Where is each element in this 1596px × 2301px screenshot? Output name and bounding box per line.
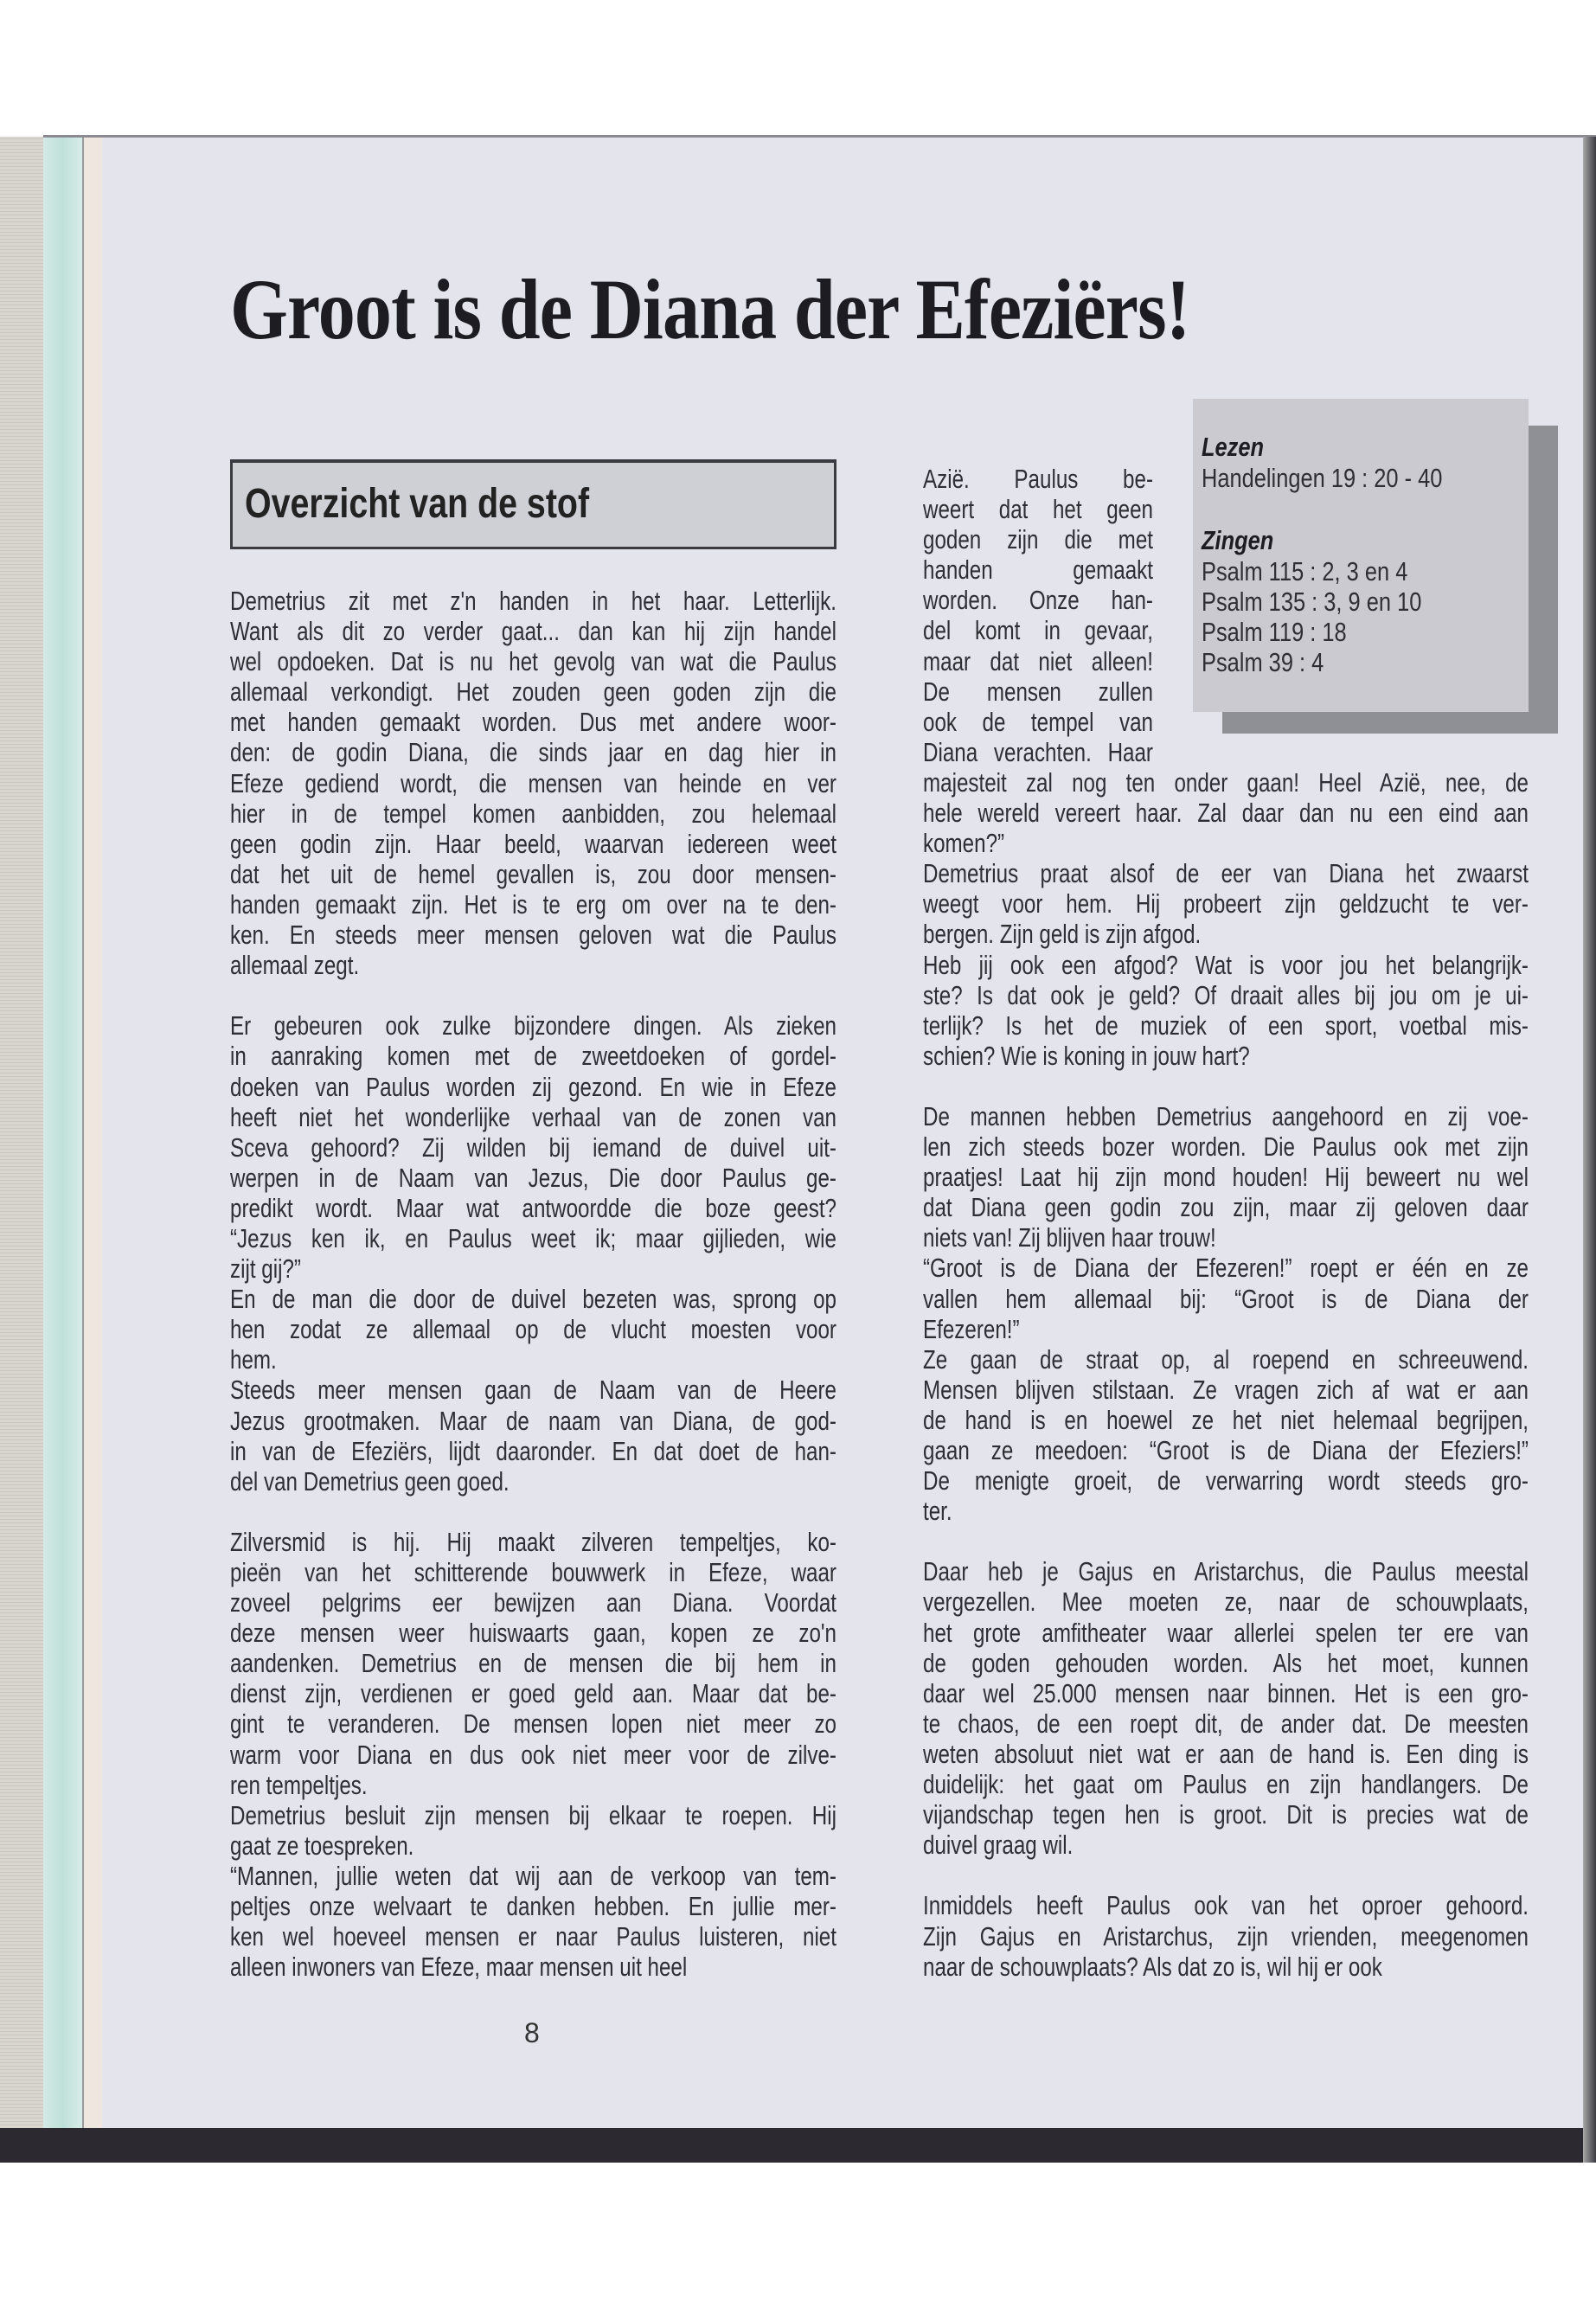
text-line: heeft niet het wonderlijke verhaal van de zonen van (230, 1101, 836, 1132)
text-line: gint te veranderen. De mensen lopen niet meer zo (230, 1708, 836, 1740)
overview-heading: Overzicht van de stof (245, 481, 590, 527)
paragraph (230, 586, 836, 980)
text-line: Er gebeuren ook zulke bijzondere dingen. Als zieken (230, 1010, 836, 1042)
text-line: Steeds meer mensen gaan de Naam van de Heere (230, 1375, 836, 1406)
text-line: dienst zijn, verdienen er goed geld aan. Maar dat be- (230, 1678, 836, 1709)
text-line: gaat ze toespreken. (230, 1830, 414, 1861)
paragraph (230, 1375, 836, 1496)
text-line: Zijn Gajus en Aristarchus, zijn vrienden, meegenomen (923, 1920, 1529, 1952)
text-line: “Groot is de Diana der Efezeren!” roept er één en ze (923, 1253, 1529, 1284)
paragraph-gap (923, 1526, 1529, 1556)
paragraph (230, 1527, 836, 1800)
text-line: te chaos, de een roept dit, de ander dat. De meesten (923, 1708, 1529, 1739)
text-line: komen?” (923, 828, 1005, 859)
text-line: handen gemaakt (923, 554, 1153, 586)
paragraph (923, 1101, 1529, 1253)
text-line: hem. (230, 1344, 277, 1375)
text-line: met handen gemaakt worden. Dus met andere woor- (230, 707, 836, 738)
song-item: Psalm 115 : 2, 3 en 4 (1202, 556, 1408, 586)
paragraph (923, 1344, 1529, 1527)
text-line: ook de tempel van (923, 706, 1153, 737)
text-line: Heb jij ook een afgod? Wat is voor jou het belangrijk- (923, 949, 1529, 980)
paragraph (230, 1284, 836, 1375)
paragraph-gap (923, 1071, 1529, 1101)
text-line: worden. Onze han- (923, 585, 1153, 616)
text-line: peltjes onze welvaart te danken hebben. En jullie mer- (230, 1891, 836, 1922)
text-line: Jezus grootmaken. Maar de naam van Diana, de god- (230, 1405, 836, 1436)
text-line: En de man die door de duivel bezeten was, sprong op (230, 1284, 836, 1315)
text-line: alleen inwoners van Efeze, maar mensen uit heel (230, 1952, 688, 1983)
text-line: vallen hem allemaal bij: “Groot is de Diana der (923, 1283, 1529, 1314)
text-line: Zilversmid is hij. Hij maakt zilveren tempeltjes, ko- (230, 1526, 836, 1557)
text-line: Sceva gehoord? Zij wilden bij iemand de duivel uit- (230, 1131, 836, 1163)
text-line: hier in de tempel komen aanbidden, zou helemaal (230, 798, 836, 829)
paragraph (923, 464, 1529, 858)
page-right-edge (1583, 137, 1596, 2163)
text-line: Mensen blijven stilstaan. Ze vragen zich af wat er aan (923, 1374, 1529, 1405)
text-line: gaan ze meedoen: “Groot is de Diana der Efeziers!” (923, 1435, 1529, 1465)
text-line: in aanraking komen met de zweetdoeken of gordel- (230, 1041, 836, 1072)
text-line: praatjes! Laat hij zijn mond houden! Hij beweert nu wel (923, 1162, 1529, 1193)
text-line: dat het uit de hemel gevallen is, zou door mensen- (230, 858, 836, 889)
text-line: weegt voor hem. Hij probeert zijn geldzucht te ver- (923, 888, 1529, 920)
paragraph (923, 1556, 1529, 1860)
song-item: Psalm 119 : 18 (1202, 617, 1347, 647)
scanner-bottom-band (0, 2128, 1583, 2163)
text-line: Azië. Paulus be- (923, 464, 1153, 494)
text-line: schien? Wie is koning in jouw hart? (923, 1040, 1250, 1071)
text-line: Want als dit zo verder gaat... dan kan hij zijn handel (230, 616, 836, 647)
book-spine (0, 137, 43, 2128)
text-line: len zich steeds bozer worden. Die Paulus ook met zijn (923, 1131, 1529, 1163)
text-line: De menigte groeit, de verwarring wordt steeds gro- (923, 1465, 1529, 1497)
text-line: bergen. Zijn geld is zijn afgod. (923, 919, 1202, 950)
singing-label: Zingen (1202, 525, 1274, 555)
paragraph-gap (923, 1860, 1529, 1890)
text-line: aandenken. Demetrius en de mensen die bij hem in (230, 1648, 836, 1679)
text-line: Demetrius praat alsof de eer van Diana het zwaarst (923, 858, 1529, 889)
text-line: ren tempeltjes. (230, 1769, 368, 1800)
text-line: Ze gaan de straat op, al roepend en schreeuwend. (923, 1343, 1529, 1375)
text-line: in van de Efeziërs, lijdt daaronder. En dat doet de han- (230, 1435, 836, 1466)
text-line: Daar heb je Gajus en Aristarchus, die Paulus meestal (923, 1556, 1529, 1587)
paragraph (230, 1861, 836, 1982)
paragraph (923, 1253, 1529, 1343)
text-line: Demetrius zit met z'n handen in het haar. Letterlijk. (230, 586, 836, 616)
paragraph-gap (230, 980, 836, 1010)
text-line: ste? Is dat ook je geld? Of draait alles bij jou om je ui- (923, 979, 1529, 1010)
page-number: 8 (524, 2017, 540, 2048)
text-line: hen zodat ze allemaal op de vlucht moesten voor (230, 1314, 836, 1345)
text-line: pieën van het schitterende bouwwerk in Efeze, waar (230, 1557, 836, 1587)
text-line: del komt in gevaar, (923, 615, 1153, 646)
text-line: terlijk? Is het de muziek of een sport, voetbal mis- (923, 1009, 1529, 1041)
page-edge-cream (84, 137, 102, 2128)
text-line: handen gemaakt zijn. Het is te erg om over na te den- (230, 888, 836, 920)
text-line: deze mensen weer huiswaarts gaan, kopen ze zo'n (230, 1618, 836, 1649)
song-item: Psalm 135 : 3, 9 en 10 (1202, 586, 1422, 617)
text-line: Demetrius besluit zijn mensen bij elkaar te roepen. Hij (230, 1799, 836, 1830)
text-line: “Jezus ken ik, en Paulus weet ik; maar gijlieden, wie (230, 1222, 836, 1253)
text-line: naar de schouwplaats? Als dat zo is, wil hij er ook (923, 1951, 1382, 1982)
text-line: wel opdoeken. Dat is nu het gevolg van wat die Paulus (230, 646, 836, 677)
text-line: het grote amfitheater waar allerlei spelen ter ere van (923, 1617, 1529, 1648)
text-line: ken. En steeds meer mensen geloven wat die Paulus (230, 920, 836, 951)
paragraph (230, 1800, 836, 1861)
left-text-column (230, 586, 836, 1982)
text-line: zijt gij?” (230, 1253, 301, 1285)
text-line: De mannen hebben Demetrius aangehoord en zij voe- (923, 1100, 1529, 1131)
text-line: Diana verachten. Haar (923, 736, 1153, 767)
song-item: Psalm 39 : 4 (1202, 647, 1324, 677)
text-line: De mensen zullen (923, 676, 1153, 707)
text-line: Efezeren!” (923, 1313, 1020, 1344)
reading-label: Lezen (1202, 432, 1265, 462)
paragraph (923, 1890, 1529, 1981)
text-line: Efeze gediend wordt, die mensen van heinde en ver (230, 767, 836, 798)
paragraph (230, 1010, 836, 1284)
text-line: dat Diana geen godin zou zijn, maar zij geloven daar (923, 1192, 1529, 1223)
text-line: majesteit zal nog ten onder gaan! Heel Azië, nee, de (923, 766, 1529, 798)
overview-heading-box (230, 459, 836, 549)
reading-reference: Handelingen 19 : 20 - 40 (1202, 463, 1443, 493)
page-title: Groot is de Diana der Efeziërs! (230, 261, 1190, 357)
text-line: allemaal verkondigt. Het zouden geen goden zijn die (230, 676, 836, 708)
text-line: vergezellen. Mee moeten ze, naar de schouwplaats, (923, 1586, 1529, 1618)
text-line: duidelijk: het gaat om Paulus en zijn handlangers. De (923, 1769, 1529, 1800)
text-line: warm voor Diana en dus ook niet meer voor de zilve- (230, 1739, 836, 1770)
text-line: werpen in de Naam van Jezus, Die door Paulus ge- (230, 1162, 836, 1193)
page-edge-strip (43, 137, 82, 2128)
text-line: del van Demetrius geen goed. (230, 1465, 510, 1497)
page-top-edge (43, 135, 1596, 138)
text-line: goden zijn die met (923, 524, 1153, 555)
text-line: vijandschap tegen hen is groot. Dit is precies wat de (923, 1799, 1529, 1830)
text-line: maar dat niet alleen! (923, 645, 1153, 676)
text-line: allemaal zegt. (230, 950, 360, 981)
paragraph (923, 950, 1529, 1071)
text-line: de hand is en hoewel ze het niet helemaal begrijpen, (923, 1404, 1529, 1435)
right-text-column (923, 464, 1529, 1982)
text-line: Inmiddels heeft Paulus ook van het oproer gehoord. (923, 1890, 1529, 1921)
text-line: hele wereld vereert haar. Zal daar dan nu een eind aan (923, 798, 1529, 829)
text-line: weten absoluut niet wat er aan de hand is. Een ding is (923, 1738, 1529, 1769)
paragraph-gap (230, 1497, 836, 1527)
text-line: weert dat het geen (923, 494, 1153, 525)
text-line: ken wel hoeveel mensen er naar Paulus luisteren, niet (230, 1921, 836, 1952)
text-line: daar wel 25.000 mensen naar binnen. Het is een gro- (923, 1677, 1529, 1708)
text-line: duivel graag wil. (923, 1830, 1074, 1861)
paragraph (923, 858, 1529, 949)
text-line: den: de godin Diana, die sinds jaar en dag hier in (230, 737, 836, 768)
text-line: predikt wordt. Maar wat antwoordde die boze geest? (230, 1192, 836, 1223)
text-line: ter. (923, 1496, 952, 1527)
text-line: zoveel pelgrims eer bewijzen aan Diana. Voordat (230, 1587, 836, 1618)
text-line: de goden gehouden worden. Als het moet, kunnen (923, 1647, 1529, 1678)
text-line: geen godin zijn. Haar beeld, waarvan iedereen weet (230, 828, 836, 859)
text-line: doeken van Paulus worden zij gezond. En wie in Efeze (230, 1071, 836, 1102)
text-line: niets van! Zij blijven haar trouw! (923, 1222, 1216, 1253)
text-line: “Mannen, jullie weten dat wij aan de verkoop van tem- (230, 1860, 836, 1891)
